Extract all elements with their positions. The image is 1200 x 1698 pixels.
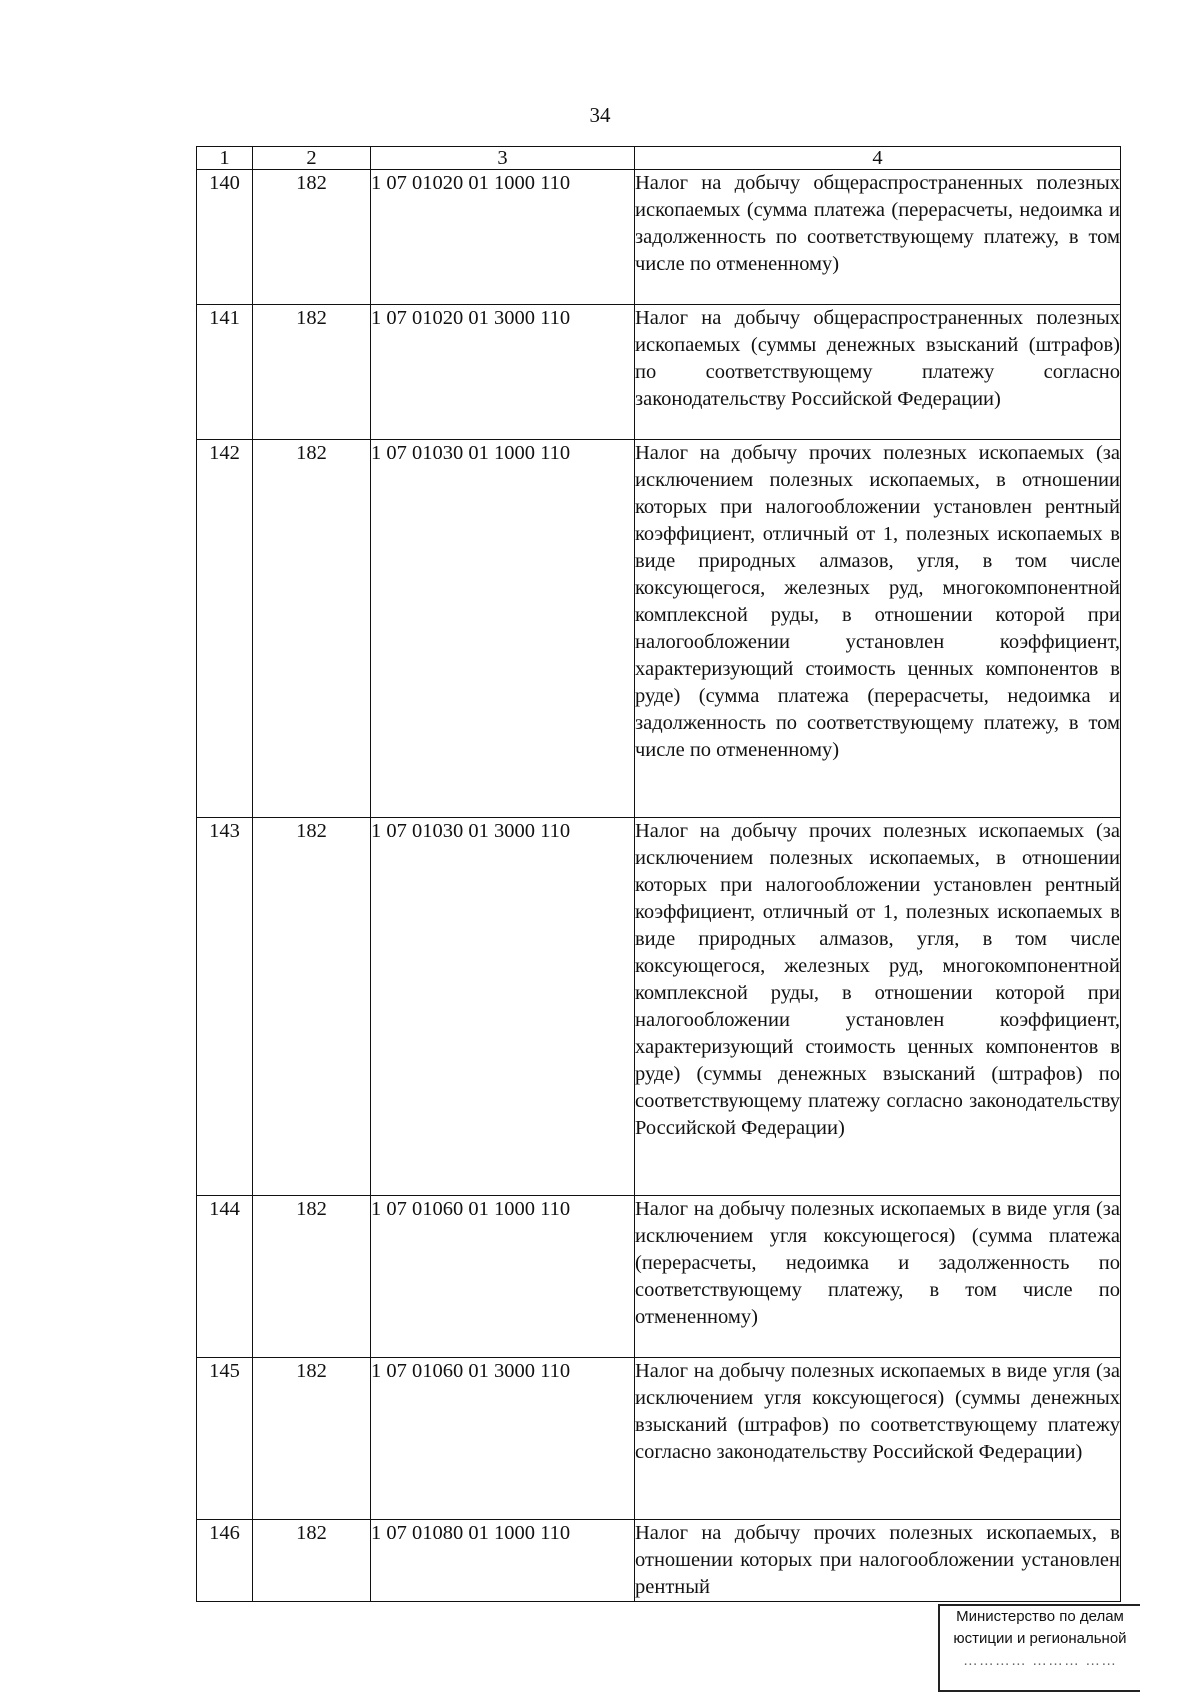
table-row — [197, 170, 1121, 305]
row-number: 145 — [197, 1358, 253, 1520]
administrator-code: 182 — [253, 1196, 371, 1358]
budget-code: 1 07 01020 01 3000 110 — [371, 305, 635, 440]
income-description: Налог на добычу полезных ископаемых в виде угля (за исключением угля коксующегося) (сумма платежа (перерасчеты, недоимка и задолженность по соответствующему платежу, в том числе по отмененному) — [635, 1196, 1121, 1358]
table-row — [197, 305, 1121, 440]
administrator-code: 182 — [253, 818, 371, 1196]
administrator-code: 182 — [253, 1520, 371, 1602]
budget-code: 1 07 01020 01 1000 110 — [371, 170, 635, 305]
column-header-4: 4 — [635, 147, 1121, 170]
budget-classification-table — [196, 146, 1121, 1602]
row-number: 142 — [197, 440, 253, 818]
budget-code: 1 07 01080 01 1000 110 — [371, 1520, 635, 1602]
stamp-line-2: юстиции и региональной — [953, 1630, 1127, 1647]
income-description: Налог на добычу прочих полезных ископаемых, в отношении которых при налогообложении установлен рентный — [635, 1520, 1121, 1602]
row-number: 141 — [197, 305, 253, 440]
row-number: 140 — [197, 170, 253, 305]
income-description: Налог на добычу общераспространенных полезных ископаемых (суммы денежных взысканий (штрафов) по соответствующему платежу согласно законодательству Российской Федерации) — [635, 305, 1121, 440]
row-number: 146 — [197, 1520, 253, 1602]
table-row — [197, 1196, 1121, 1358]
income-description: Налог на добычу полезных ископаемых в виде угля (за исключением угля коксующегося) (суммы денежных взысканий (штрафов) по соответствующему платежу согласно законодательству Российской Федерации) — [635, 1358, 1121, 1520]
column-header-3: 3 — [371, 147, 635, 170]
column-header-2: 2 — [253, 147, 371, 170]
administrator-code: 182 — [253, 170, 371, 305]
administrator-code: 182 — [253, 305, 371, 440]
income-description: Налог на добычу прочих полезных ископаемых (за исключением полезных ископаемых, в отношении которых при налогообложении установлен рентный коэффициент, отличный от 1, полезных ископаемых в виде природных алмазов, угля, в том числе коксующегося, железных руд, многокомпонентной комплексной руды, в отношении которой при налогообложении установлен коэффициент, характеризующий стоимость ценных компонентов в руде) (суммы денежных взысканий (штрафов) по соответствующему платежу согласно законодательству Российской Федерации) — [635, 818, 1121, 1196]
table-row — [197, 818, 1121, 1196]
budget-code: 1 07 01060 01 3000 110 — [371, 1358, 635, 1520]
page-number: 34 — [589, 103, 611, 127]
row-number: 144 — [197, 1196, 253, 1358]
administrator-code: 182 — [253, 440, 371, 818]
income-description: Налог на добычу общераспространенных полезных ископаемых (сумма платежа (перерасчеты, недоимка и задолженность по соответствующему платежу, в том числе по отмененному) — [635, 170, 1121, 305]
administrator-code: 182 — [253, 1358, 371, 1520]
table-row — [197, 1358, 1121, 1520]
table-header-row — [197, 147, 1121, 170]
income-description: Налог на добычу прочих полезных ископаемых (за исключением полезных ископаемых, в отношении которых при налогообложении установлен рентный коэффициент, отличный от 1, полезных ископаемых в виде природных алмазов, угля, в том числе коксующегося, железных руд, многокомпонентной комплексной руды, в отношении которой при налогообложении установлен коэффициент, характеризующий стоимость ценных компонентов в руде) (сумма платежа (перерасчеты, недоимка и задолженность по соответствующему платежу, в том числе по отмененному) — [635, 440, 1121, 818]
table-row — [197, 1520, 1121, 1602]
row-number: 143 — [197, 818, 253, 1196]
stamp-line-1: Министерство по делам — [956, 1608, 1124, 1625]
column-header-1: 1 — [197, 147, 253, 170]
ministry-stamp — [938, 1604, 1140, 1692]
table-row — [197, 440, 1121, 818]
stamp-line-3: ………… ……… …… — [962, 1652, 1118, 1669]
budget-code: 1 07 01030 01 3000 110 — [371, 818, 635, 1196]
budget-code: 1 07 01060 01 1000 110 — [371, 1196, 635, 1358]
budget-code: 1 07 01030 01 1000 110 — [371, 440, 635, 818]
